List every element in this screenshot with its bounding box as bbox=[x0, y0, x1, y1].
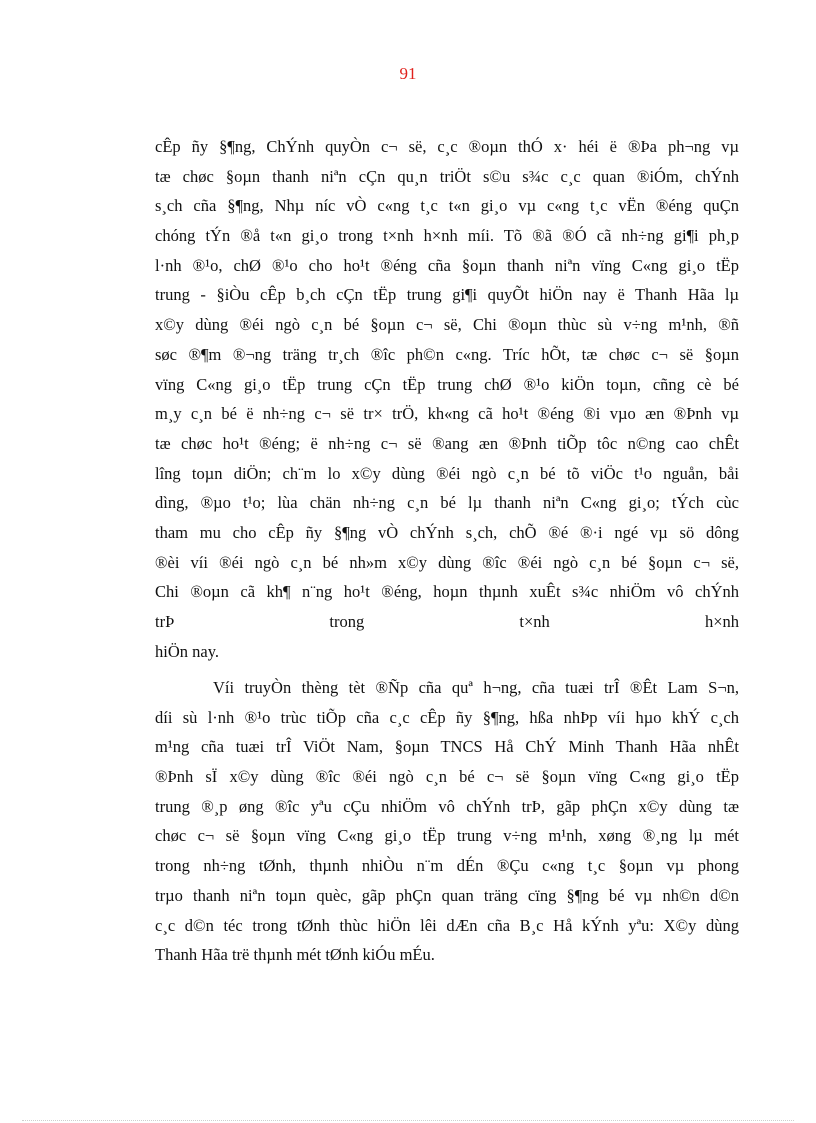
text-line: m¸y c¸n bé ë nh÷ng c¬ së tr× trÖ, kh«ng cã ho¹t ®éng ®i vµo æn ®Þnh vµ bbox=[155, 404, 739, 424]
text-line: tham mu cho cÊp ñy §¶ng vÒ chÝnh s¸ch, chÕ ®é ®·i ngé vµ sö dông bbox=[155, 522, 739, 542]
paragraph-1 bbox=[155, 132, 739, 666]
text-line: chóng tÝn ®å t«n gi¸o trong t×nh h×nh míi. Tõ ®ã ®Ó cã nh÷ng gi¶i ph¸p bbox=[155, 226, 739, 246]
text-line: dìng, ®µo t¹o; lùa chän nh÷ng c¸n bé lµ thanh niªn C«ng gi¸o; tÝch cùc bbox=[155, 493, 739, 513]
page-bottom-divider bbox=[22, 1120, 794, 1121]
text-line: trong nh÷ng tØnh, thµnh nhiÒu n¨m dÉn ®Çu c«ng t¸c §oµn vµ phong bbox=[155, 856, 739, 876]
text-line: hiÖn nay. bbox=[155, 641, 220, 661]
text-line: trung - §iÒu cÊp b¸ch cÇn tËp trung gi¶i quyÕt hiÖn nay ë Thanh Hãa lµ bbox=[155, 285, 739, 305]
text-line: c¸c d©n téc trong tØnh thùc hiÖn lêi dÆn cña B¸c Hå kÝnh yªu: X©y dùng bbox=[155, 915, 739, 935]
text-line: m¹ng cña tuæi trÎ ViÖt Nam, §oµn TNCS Hå ChÝ Minh Thanh Hãa nhÊt bbox=[155, 737, 739, 757]
text-line: lîng toµn diÖn; ch¨m lo x©y dùng ®éi ngò c¸n bé tõ viÖc t¹o nguån, båi bbox=[155, 463, 739, 483]
text-line: tæ chøc §oµn thanh niªn cÇn qu¸n triÖt s©u s¾c c¸c quan ®iÓm, chÝnh bbox=[155, 166, 739, 186]
text-line: søc ®¶m ®¬ng träng tr¸ch ®îc ph©n c«ng. Tríc hÕt, tæ chøc c¬ së §oµn bbox=[155, 344, 739, 364]
text-line: vïng C«ng gi¸o tËp trung cÇn tËp trung chØ ®¹o kiÖn toµn, cñng cè bé bbox=[155, 374, 739, 394]
text-line: tæ chøc ho¹t ®éng; ë nh÷ng c¬ së ®ang æn ®Þnh tiÕp tôc n©ng cao chÊt bbox=[155, 433, 739, 453]
text-line: chøc c¬ së §oµn vïng C«ng gi¸o tËp trung v÷ng m¹nh, xøng ®¸ng lµ mét bbox=[155, 826, 739, 846]
text-line: Víi truyÒn thèng tèt ®Ñp cña quª h¬ng, cña tuæi trÎ ®Êt Lam S¬n, bbox=[213, 678, 739, 697]
text-line: ®èi víi ®éi ngò c¸n bé nh»m x©y dùng ®îc ®éi ngò c¸n bé §oµn c¬ së, bbox=[155, 552, 739, 572]
page-number: 91 bbox=[399, 64, 417, 83]
text-line: cÊp ñy §¶ng, ChÝnh quyÒn c¬ së, c¸c ®oµn thÓ x· héi ë ®Þa ph¬ng vµ bbox=[155, 137, 739, 156]
text-line: Chi ®oµn cã kh¶ n¨ng ho¹t ®éng, hoµn thµnh xuÊt s¾c nhiÖm vô chÝnh bbox=[155, 582, 739, 602]
text-line: x©y dùng ®éi ngò c¸n bé §oµn c¬ së, Chi ®oµn thùc sù v÷ng m¹nh, ®ñ bbox=[155, 315, 739, 335]
text-line: trung ®¸p øng ®îc yªu cÇu nhiÖm vô chÝnh trÞ, gãp phÇn x©y dùng tæ bbox=[155, 796, 739, 816]
text-line: ®Þnh sÏ x©y dùng ®îc ®éi ngò c¸n bé c¬ së §oµn vïng C«ng gi¸o tËp bbox=[155, 767, 739, 787]
text-line: trµo thanh niªn toµn quèc, gãp phÇn quan träng cïng §¶ng bé vµ nh©n d©n bbox=[155, 885, 739, 905]
text-line: trÞ trong t×nh h×nh bbox=[155, 612, 739, 631]
text-line: l·nh ®¹o, chØ ®¹o cho ho¹t ®éng cña §oµn thanh niªn vïng C«ng gi¸o tËp bbox=[155, 255, 739, 275]
text-line: Thanh Hãa trë thµnh mét tØnh kiÓu mÉu. bbox=[155, 945, 435, 965]
paragraph-2 bbox=[155, 673, 739, 970]
text-line: s¸ch cña §¶ng, Nhµ níc vÒ c«ng t¸c t«n gi¸o vµ c«ng t¸c vËn ®éng quÇn bbox=[155, 196, 739, 216]
text-line: díi sù l·nh ®¹o trùc tiÕp cña c¸c cÊp ñy §¶ng, hßa nhÞp víi hµo khÝ c¸ch bbox=[155, 707, 739, 727]
